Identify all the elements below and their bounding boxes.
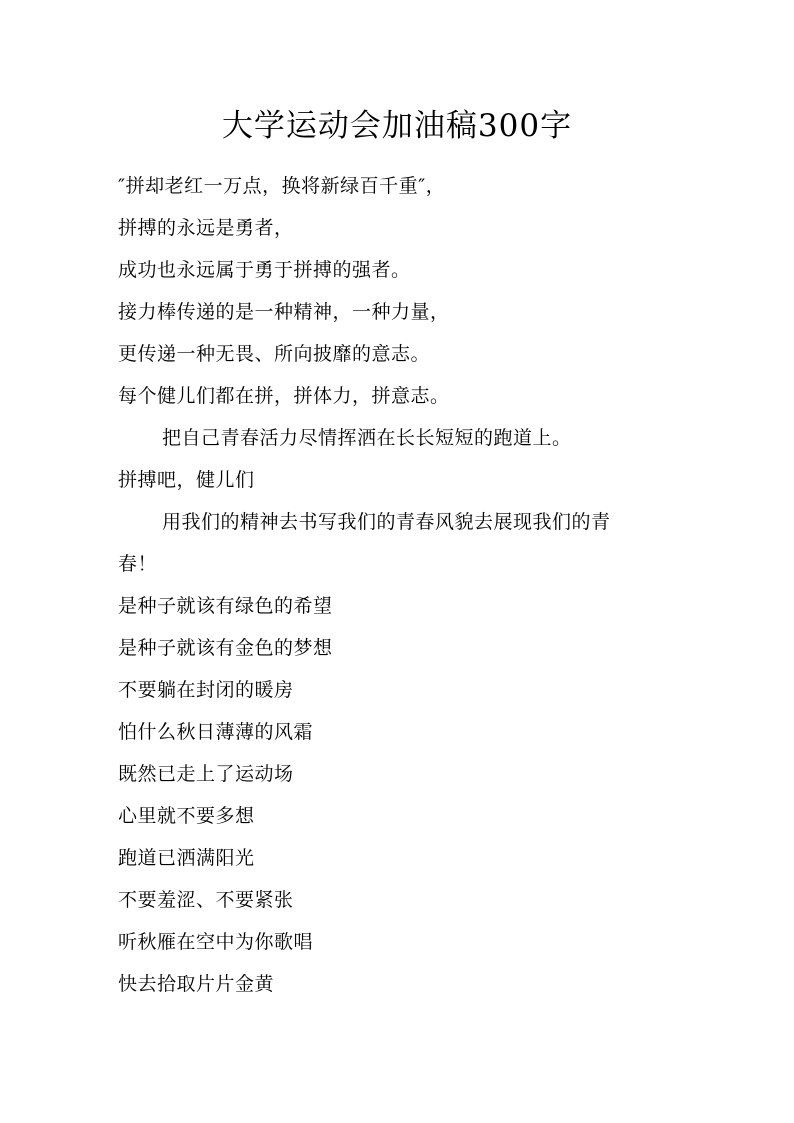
text-line: 怕什么秋日薄薄的风霜 <box>118 721 314 743</box>
text-line: 接力棒传递的是一种精神，一种力量， <box>118 301 450 323</box>
text-line: 拼搏吧，健儿们 <box>118 469 255 491</box>
text-line: 不要躺在封闭的暖房 <box>118 679 294 701</box>
text-line: 心里就不要多想 <box>118 805 255 827</box>
text-line: 跑道已洒满阳光 <box>118 847 255 869</box>
text-line: 快去拾取片片金黄 <box>118 973 275 995</box>
text-line: 听秋雁在空中为你歌唱 <box>118 931 314 953</box>
text-line: 不要羞涩、不要紧张 <box>118 889 294 911</box>
text-line: 成功也永远属于勇于拼搏的强者。 <box>118 259 411 281</box>
document-body <box>118 176 678 1016</box>
text-line: 是种子就该有金色的梦想 <box>118 637 333 659</box>
text-line: 是种子就该有绿色的希望 <box>118 595 333 617</box>
text-line: 每个健儿们都在拼，拼体力，拼意志。 <box>118 385 450 407</box>
document-title: 大学运动会加油稿300字 <box>221 108 573 144</box>
text-line: 拼搏的永远是勇者， <box>118 217 294 239</box>
text-line: 春！ <box>118 553 158 575</box>
indented-text-line: 把自己青春活力尽情挥洒在长长短短的跑道上。 <box>162 427 572 449</box>
text-line: ″拼却老红一万点，换将新绿百千重″， <box>118 175 446 197</box>
text-line: 更传递一种无畏、所向披靡的意志。 <box>118 343 431 365</box>
text-line: 既然已走上了运动场 <box>118 763 294 785</box>
indented-text-line: 用我们的精神去书写我们的青春风貌去展现我们的青 <box>162 511 611 533</box>
